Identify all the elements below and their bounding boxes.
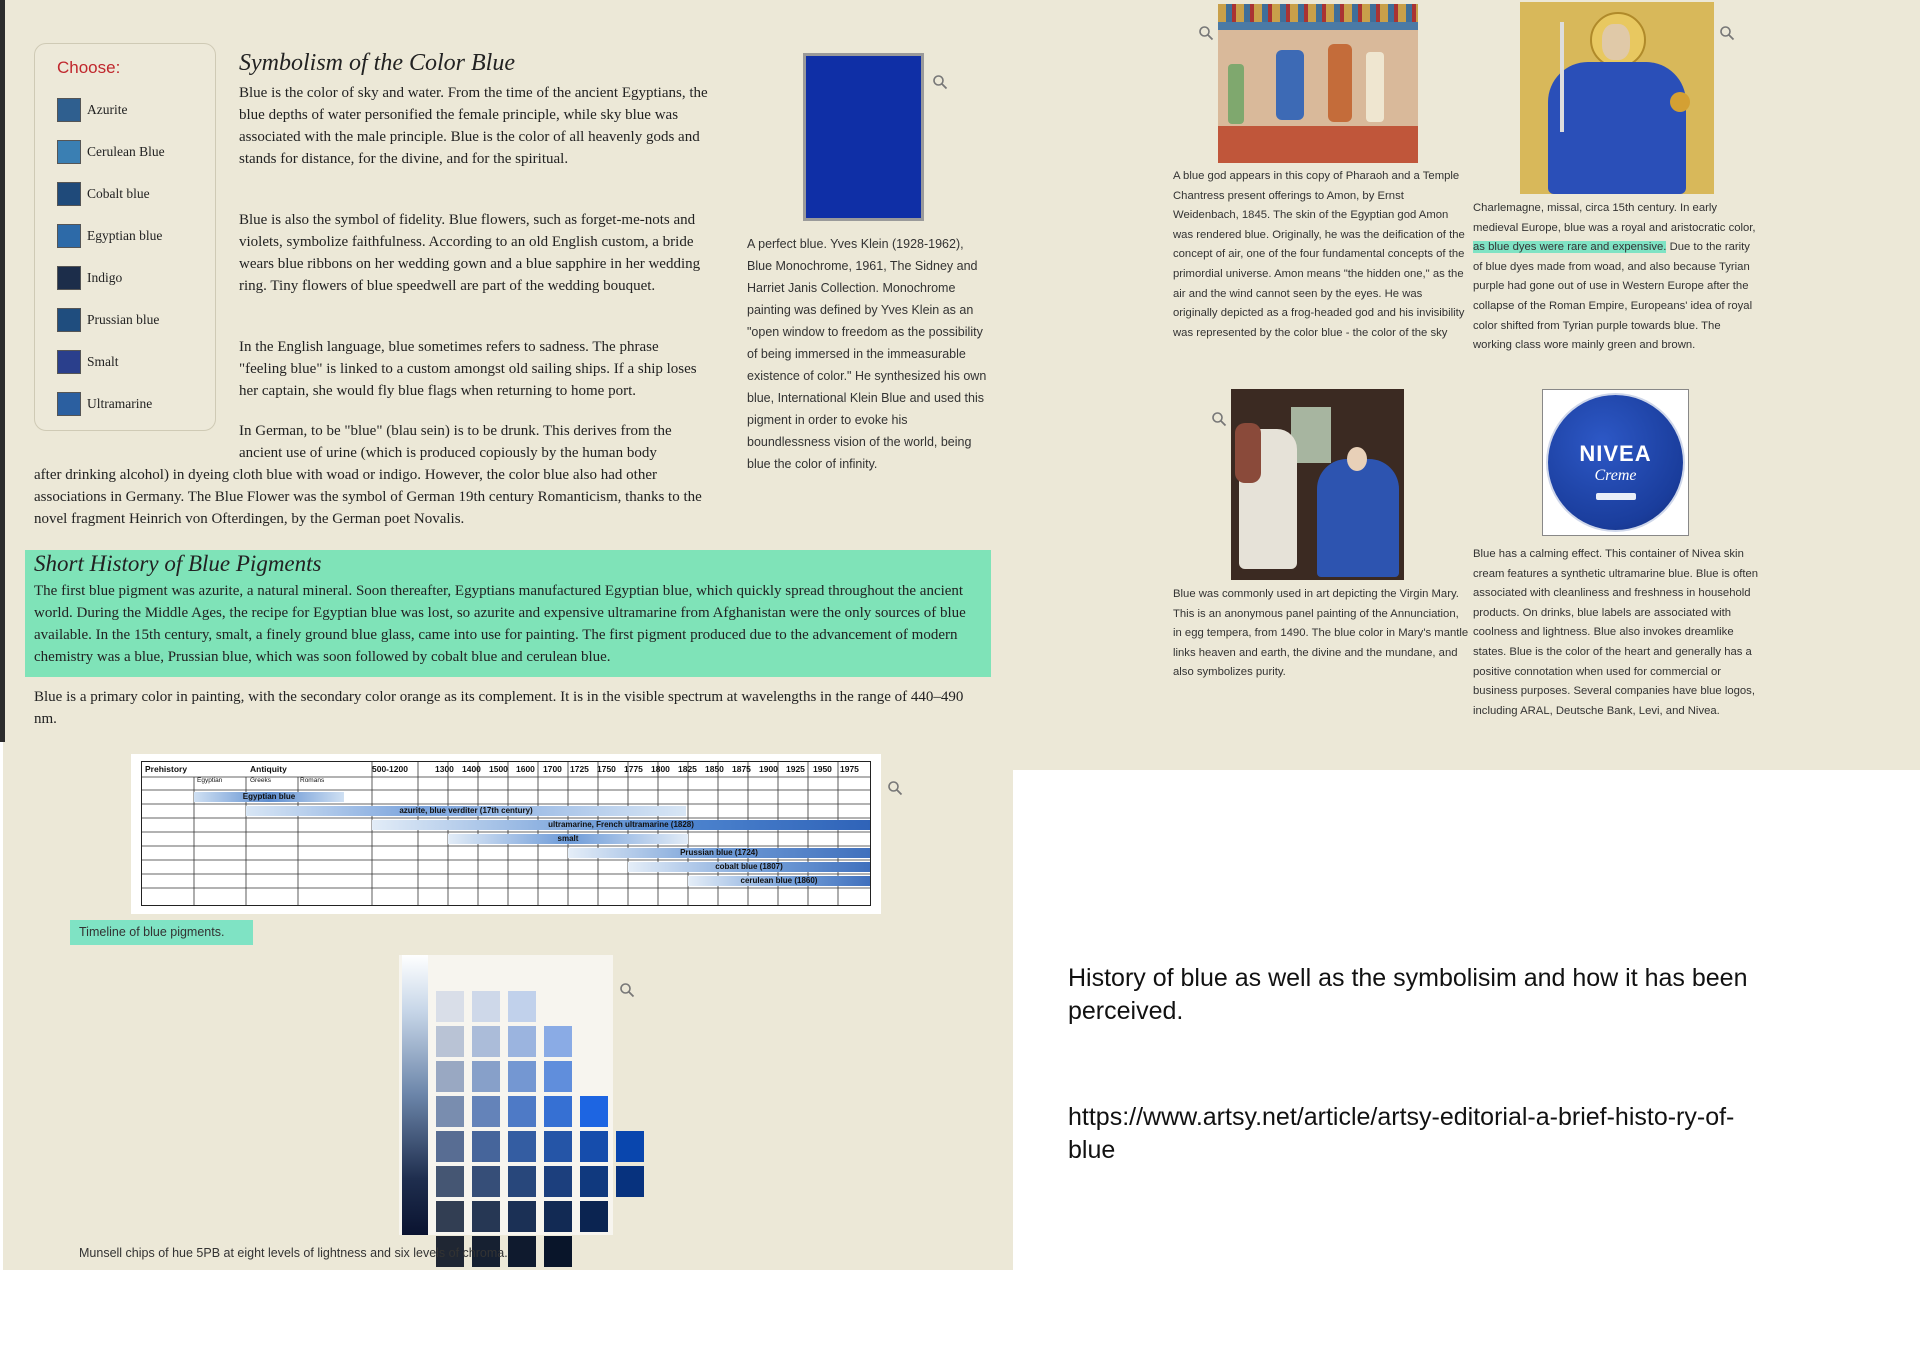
charlemagne-sword — [1560, 22, 1564, 132]
timeline-header: 500-1200 — [372, 764, 408, 774]
nivea-sub: Creme — [1594, 467, 1637, 484]
timeline-header: 1400 — [462, 764, 481, 774]
timeline-bar-cerulean: cerulean blue (1860) — [688, 876, 870, 886]
munsell-chip — [544, 1236, 572, 1267]
munsell-chip — [580, 1201, 608, 1232]
pharaoh-band — [1218, 22, 1418, 30]
zoom-icon[interactable] — [619, 982, 635, 998]
charlemagne-robe — [1548, 62, 1686, 194]
notes-source-url[interactable]: https://www.artsy.net/article/artsy-editorial-a-brief-histo-ry-of-blue — [1068, 1103, 1735, 1164]
chooser-item-label: Indigo — [87, 270, 123, 285]
chooser-item-azurite[interactable] — [57, 95, 127, 125]
timeline-header: 1750 — [597, 764, 616, 774]
zoom-icon[interactable] — [887, 780, 903, 796]
nivea-caption: Blue has a calming effect. This container of Nivea skin cream features a synthetic ultramarine blue. Blue is often associated with cleanliness and freshness in household products. On drinks, blue labels are associated with coolness and lightness. Blue also invokes dreamlike states. Blue is the color of the heart and generally has a positive connotation when used for commercial or business purposes. Several companies have blue logos, including ARAL, Deutsche Bank, Levi, and Nivea. — [1473, 548, 1759, 717]
munsell-chip — [580, 1166, 608, 1197]
timeline-subheader: Egyptian — [197, 777, 223, 784]
munsell-chip — [508, 991, 536, 1022]
munsell-chip — [508, 1061, 536, 1092]
munsell-chip — [436, 1026, 464, 1057]
annunciation-image[interactable] — [1231, 389, 1404, 580]
munsell-chip — [508, 1201, 536, 1232]
munsell-chip — [472, 1166, 500, 1197]
chooser-item-label: Ultramarine — [87, 396, 153, 411]
klein-caption: A perfect blue. Yves Klein (1928-1962), Blue Monochrome, 1961, The Sidney and Harriet Janis Collection. Monochrome painting was defined by Yves Klein as an "open window to freedom as the possibility of being immersed in the immeasurable existence of color." He synthesized his own blue, International Klein Blue and used this pigment in order to evoke his boundlessness vision of the world, being blue the color of infinity. — [747, 237, 987, 471]
munsell-chip — [508, 1131, 536, 1162]
pharaoh-figure-amon — [1276, 50, 1304, 120]
swatch-azurite — [57, 98, 81, 122]
munsell-chip — [544, 1061, 572, 1092]
munsell-chip — [436, 991, 464, 1022]
timeline-bar-azurite: azurite, blue verditer (17th century) — [246, 806, 686, 816]
chooser-item-label: Cerulean Blue — [87, 144, 165, 159]
munsell-chip — [436, 1131, 464, 1162]
munsell-chip — [436, 1096, 464, 1127]
munsell-chip — [616, 1131, 644, 1162]
timeline-header: 1775 — [624, 764, 643, 774]
charlemagne-caption-b: Due to the rarity of blue dyes made from woad, and also because Tyrian purple had gone out of use in Western Europe after the collapse of the Roman Empire, Europeans' idea of royal color shifted from Tyrian purple towards blue. The working class wore mainly green and brown. — [1473, 241, 1753, 352]
munsell-chip — [544, 1026, 572, 1057]
chooser-item-label: Egyptian blue — [87, 228, 163, 243]
primary-color-text: Blue is a primary color in painting, with the secondary color orange as its complement. It is in the visible spectrum at wavelengths in the range of 440–490 nm. — [34, 689, 964, 727]
notes-summary: History of blue as well as the symbolisim and how it has been perceived. — [1068, 964, 1748, 1025]
pigment-chooser — [34, 43, 216, 431]
timeline-header: 1700 — [543, 764, 562, 774]
timeline-header: 1875 — [732, 764, 751, 774]
charlemagne-orb — [1670, 92, 1690, 112]
history-text: The first blue pigment was azurite, a natural mineral. Soon thereafter, Egyptians manufactured Egyptian blue, which quickly spread throughout the ancient world. During the Middle Ages, the recipe for Egyptian blue was lost, so azurite and expensive ultramarine from Afghanistan were the only sources of blue available. In the 15th century, smalt, a finely ground blue glass, came into use for painting. The first pigment produced due to the advancement of modern chemistry was a blue, Prussian blue, which was soon followed by cobalt blue and cerulean blue. — [34, 583, 966, 665]
munsell-chip — [508, 1026, 536, 1057]
zoom-icon[interactable] — [932, 74, 948, 90]
annunciation-angel-wing — [1235, 423, 1261, 483]
munsell-chip — [472, 1026, 500, 1057]
munsell-header-strip — [402, 955, 428, 1235]
timeline-header: 1600 — [516, 764, 535, 774]
munsell-chip — [508, 1096, 536, 1127]
annunciation-mary-face — [1347, 447, 1367, 471]
timeline-header: 1825 — [678, 764, 697, 774]
symbolism-paragraph-4b: after drinking alcohol) in dyeing cloth blue with woad or indigo. However, the color blue also had other associations in Germany. The Blue Flower was the symbol of German 19th century Romanticism, thanks to the novel fragment Heinrich von Ofterdingen, by the German poet Novalis. — [34, 467, 702, 527]
timeline-subheader: Greeks — [250, 777, 271, 784]
munsell-chip — [472, 1201, 500, 1232]
symbolism-paragraph-3: In the English language, blue sometimes refers to sadness. The phrase "feeling blue" is linked to a custom amongst old sailing ships. If a ship loses her captain, she would fly blue flags when returning to home port. — [239, 339, 697, 399]
timeline-bar-cobalt: cobalt blue (1807) — [628, 862, 870, 872]
chooser-title: Choose: — [57, 58, 121, 77]
swatch-prussian — [57, 308, 81, 332]
klein-painting[interactable] — [803, 53, 924, 221]
pharaoh-figure-left — [1228, 64, 1244, 124]
annunciation-mary-mantle — [1317, 459, 1399, 577]
munsell-chip — [436, 1166, 464, 1197]
timeline-bar-prussian: Prussian blue (1724) — [568, 848, 870, 858]
charlemagne-image[interactable] — [1520, 2, 1714, 194]
chooser-item-label: Cobalt blue — [87, 186, 150, 201]
chooser-item-prussian[interactable] — [57, 305, 159, 335]
munsell-chip — [472, 991, 500, 1022]
timeline-bar-ultramarine: ultramarine, French ultramarine (1828) — [372, 820, 870, 830]
timeline-header: 1850 — [705, 764, 724, 774]
pharaoh-image[interactable] — [1218, 4, 1418, 163]
nivea-image[interactable] — [1542, 389, 1689, 536]
left-edge-shadow — [0, 0, 5, 742]
pharaoh-frieze — [1218, 4, 1418, 22]
pharaoh-floor — [1218, 126, 1418, 163]
timeline-header: Prehistory — [145, 764, 188, 774]
swatch-cobalt — [57, 182, 81, 206]
munsell-caption: Munsell chips of hue 5PB at eight levels of lightness and six levels of chroma. — [79, 1246, 508, 1260]
swatch-cerulean — [57, 140, 81, 164]
pharaoh-caption: A blue god appears in this copy of Pharaoh and a Temple Chantress present offerings to Amon, by Ernst Weidenbach, 1845. The skin of the Egyptian god Amon was rendered blue. Originally, he was the deification of the concept of air, one of the four fundamental concepts of the primordial universe. Amon means "the hidden one," as the air and the wind cannot seen by the eyes. He was originally depicted as a frog-headed god and his invisibility was represented by the color blue - the color of the sky — [1173, 170, 1465, 339]
timeline-header: 1900 — [759, 764, 778, 774]
munsell-chip — [544, 1096, 572, 1127]
swatch-ultramarine — [57, 392, 81, 416]
munsell-chip — [508, 1236, 536, 1267]
chooser-item-label: Smalt — [87, 354, 119, 369]
nivea-label-strip — [1596, 493, 1636, 500]
chooser-item-egyptian[interactable] — [57, 221, 162, 251]
chooser-item-ultramarine[interactable] — [57, 389, 152, 419]
timeline-header: 1500 — [489, 764, 508, 774]
munsell-chip — [472, 1061, 500, 1092]
chooser-item-label: Prussian blue — [87, 312, 160, 327]
munsell-chip — [544, 1201, 572, 1232]
timeline-header: 1300 — [435, 764, 454, 774]
klein-blue-canvas — [806, 56, 921, 218]
charlemagne-caption-a: Charlemagne, missal, circa 15th century. In early medieval Europe, blue was a royal and aristocratic color, — [1473, 202, 1756, 234]
timeline-bar-egyptian: Egyptian blue — [194, 792, 344, 802]
timeline-header: 1975 — [840, 764, 859, 774]
zoom-icon[interactable] — [1211, 411, 1227, 427]
timeline-header: 1800 — [651, 764, 670, 774]
pharaoh-figure-pharaoh — [1328, 44, 1352, 122]
munsell-chip — [580, 1096, 608, 1127]
pharaoh-figure-chantress — [1366, 52, 1384, 122]
munsell-chip — [616, 1166, 644, 1197]
munsell-chip — [472, 1131, 500, 1162]
charlemagne-face — [1602, 24, 1630, 60]
munsell-chip — [436, 1201, 464, 1232]
swatch-egyptian — [57, 224, 81, 248]
charlemagne-caption — [1473, 199, 1760, 356]
nivea-tin — [1548, 395, 1683, 530]
swatch-smalt — [57, 350, 81, 374]
symbolism-paragraph-4a: In German, to be "blue" (blau sein) is to be drunk. This derives from the ancient use of urine (which is produced copiously by the human body — [239, 423, 672, 461]
charlemagne-caption-highlight: as blue dyes were rare and expensive. — [1473, 241, 1667, 254]
chooser-item-indigo[interactable] — [57, 263, 122, 293]
timeline-frame — [141, 761, 871, 906]
timeline-header: 1925 — [786, 764, 805, 774]
chooser-item-label: Azurite — [87, 102, 128, 117]
munsell-chip — [472, 1096, 500, 1127]
munsell-chip — [544, 1166, 572, 1197]
munsell-chip — [436, 1061, 464, 1092]
timeline-header: 1950 — [813, 764, 832, 774]
symbolism-paragraph-2: Blue is also the symbol of fidelity. Blue flowers, such as forget-me-nots and violets, symbolize faithfulness. According to an old English custom, a bride wears blue ribbons on her wedding gown and a blue sapphire in her wedding ring. Tiny flowers of blue speedwell are part of the wedding bouquet. — [239, 212, 701, 294]
munsell-chip — [580, 1131, 608, 1162]
munsell-chip — [544, 1131, 572, 1162]
symbolism-title: Symbolism of the Color Blue — [239, 50, 515, 76]
timeline-caption: Timeline of blue pigments. — [79, 925, 225, 939]
munsell-chip — [508, 1166, 536, 1197]
timeline-bar-smalt: smalt — [448, 834, 688, 844]
swatch-indigo — [57, 266, 81, 290]
symbolism-paragraph-1: Blue is the color of sky and water. From the time of the ancient Egyptians, the blue depths of water personified the female principle, while sky blue was associated with the male principle. Blue is the color of all heavenly gods and stands for distance, for the divine, and for the spiritual. — [239, 85, 708, 167]
chooser-item-smalt[interactable] — [57, 347, 119, 377]
chooser-item-cerulean[interactable] — [57, 137, 165, 167]
nivea-brand: NIVEA — [1579, 441, 1652, 466]
zoom-icon[interactable] — [1198, 25, 1214, 41]
annunciation-window — [1291, 407, 1331, 463]
history-title: Short History of Blue Pigments — [34, 551, 322, 576]
timeline-header: 1725 — [570, 764, 589, 774]
chooser-item-cobalt[interactable] — [57, 179, 150, 209]
zoom-icon[interactable] — [1719, 25, 1735, 41]
munsell-chart[interactable] — [399, 955, 613, 1235]
timeline-subheader: Romans — [300, 777, 325, 784]
annunciation-caption: Blue was commonly used in art depicting the Virgin Mary. This is an anonymous panel painting of the Annunciation, in egg tempera, from 1490. The blue color in Mary's mantle links heaven and earth, the divine and the mundane, and also symbolizes purity. — [1173, 588, 1469, 679]
pigment-timeline[interactable] — [131, 754, 881, 914]
timeline-header: Antiquity — [250, 764, 287, 774]
